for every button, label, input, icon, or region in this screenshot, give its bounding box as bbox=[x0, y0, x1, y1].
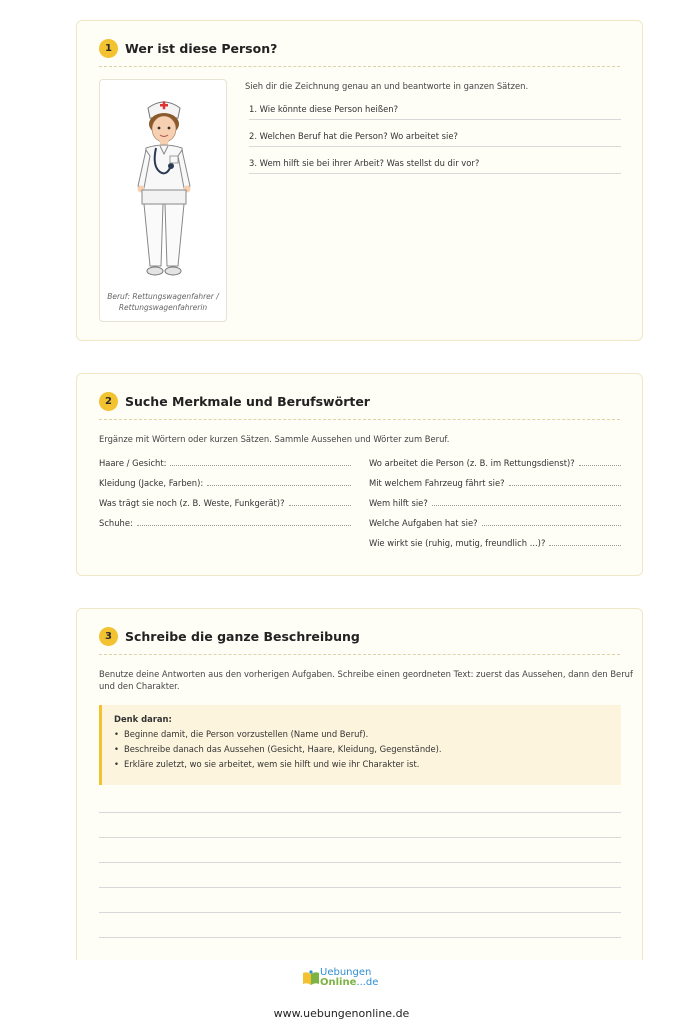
writing-line[interactable] bbox=[99, 837, 621, 838]
fill-in-field[interactable] bbox=[369, 538, 621, 548]
answer-line[interactable] bbox=[170, 460, 351, 466]
section-number-badge: 2 bbox=[99, 392, 118, 411]
fill-in-field[interactable] bbox=[99, 518, 351, 528]
logo-line-2a: Online bbox=[320, 977, 357, 988]
section-number-badge: 3 bbox=[99, 627, 118, 646]
field-label: Haare / Gesicht: bbox=[99, 458, 167, 468]
question-3[interactable]: 3. Wem hilft sie bei ihrer Arbeit? Was stellst du dir vor? bbox=[249, 158, 621, 174]
section-number-badge: 1 bbox=[99, 39, 118, 58]
reminder-item: • Beginne damit, die Person vorzustellen (Name und Beruf). bbox=[114, 727, 621, 742]
field-label: Kleidung (Jacke, Farben): bbox=[99, 478, 204, 488]
section-1-header bbox=[99, 39, 620, 67]
writing-line[interactable] bbox=[99, 937, 621, 938]
reminder-box bbox=[99, 705, 621, 785]
section-2-header bbox=[99, 392, 620, 420]
image-caption: Beruf: Rettungswagenfahrer / Rettungswagenfahrerin bbox=[107, 292, 219, 312]
section-1-instructions: Sieh dir die Zeichnung genau an und beantworte in ganzen Sätzen. bbox=[245, 81, 529, 91]
reminder-item: • Erkläre zuletzt, wo sie arbeitet, wem sie hilft und wie ihr Charakter ist. bbox=[114, 757, 621, 772]
open-book-icon bbox=[302, 970, 320, 986]
reminder-title: Denk daran: bbox=[114, 714, 172, 724]
section-3-instructions-line-1: Benutze deine Antworten aus den vorherigen Aufgaben. Schreibe einen geordneten Text: zuerst das Aussehen, dann den Beruf bbox=[99, 669, 633, 679]
writing-line[interactable] bbox=[99, 912, 621, 913]
answer-line[interactable] bbox=[137, 520, 351, 526]
logo-line-1: Uebungen bbox=[320, 967, 372, 978]
footer-url[interactable]: www.uebungenonline.de bbox=[273, 1007, 410, 1020]
site-logo bbox=[302, 968, 378, 988]
section-3-card bbox=[76, 608, 643, 960]
field-label: Schuhe: bbox=[99, 518, 133, 528]
answer-line[interactable] bbox=[289, 500, 351, 506]
section-3-instructions-line-2: und den Charakter. bbox=[99, 681, 180, 691]
answer-line[interactable] bbox=[509, 480, 621, 486]
fill-in-field[interactable] bbox=[99, 498, 351, 508]
answer-line[interactable] bbox=[579, 460, 621, 466]
person-illustration-box bbox=[99, 79, 227, 322]
logo-wordmark bbox=[320, 968, 378, 988]
section-title: Wer ist diese Person? bbox=[125, 41, 278, 56]
answer-line[interactable] bbox=[432, 500, 621, 506]
answer-line[interactable] bbox=[549, 540, 621, 546]
writing-line[interactable] bbox=[99, 887, 621, 888]
section-3-header bbox=[99, 627, 620, 655]
fill-in-field[interactable] bbox=[369, 478, 621, 488]
section-title: Schreibe die ganze Beschreibung bbox=[125, 629, 360, 644]
field-label: Was trägt sie noch (z. B. Weste, Funkgerät)? bbox=[99, 498, 285, 508]
fill-in-field[interactable] bbox=[369, 498, 621, 508]
writing-line[interactable] bbox=[99, 862, 621, 863]
section-title: Suche Merkmale und Berufswörter bbox=[125, 394, 370, 409]
question-1[interactable]: 1. Wie könnte diese Person heißen? bbox=[249, 104, 621, 120]
fill-in-field[interactable] bbox=[369, 518, 621, 528]
fill-in-field[interactable] bbox=[99, 458, 351, 468]
field-label: Wie wirkt sie (ruhig, mutig, freundlich ...)? bbox=[369, 538, 546, 548]
nurse-illustration bbox=[126, 94, 202, 284]
writing-line[interactable] bbox=[99, 812, 621, 813]
field-label: Welche Aufgaben hat sie? bbox=[369, 518, 478, 528]
reminder-list bbox=[114, 727, 621, 772]
section-2-card bbox=[76, 373, 643, 576]
field-label: Mit welchem Fahrzeug fährt sie? bbox=[369, 478, 505, 488]
answer-line[interactable] bbox=[482, 520, 621, 526]
logo-line-2b: ...de bbox=[356, 977, 379, 988]
field-label: Wem hilft sie? bbox=[369, 498, 428, 508]
fill-in-field[interactable] bbox=[369, 458, 621, 468]
answer-line[interactable] bbox=[207, 480, 351, 486]
section-2-instructions: Ergänze mit Wörtern oder kurzen Sätzen. Sammle Aussehen und Wörter zum Beruf. bbox=[99, 434, 450, 444]
section-1-card bbox=[76, 20, 643, 341]
field-label: Wo arbeitet die Person (z. B. im Rettungsdienst)? bbox=[369, 458, 575, 468]
question-2[interactable]: 2. Welchen Beruf hat die Person? Wo arbeitet sie? bbox=[249, 131, 621, 147]
reminder-item: • Beschreibe danach das Aussehen (Gesicht, Haare, Kleidung, Gegenstände). bbox=[114, 742, 621, 757]
fill-in-field[interactable] bbox=[99, 478, 351, 488]
